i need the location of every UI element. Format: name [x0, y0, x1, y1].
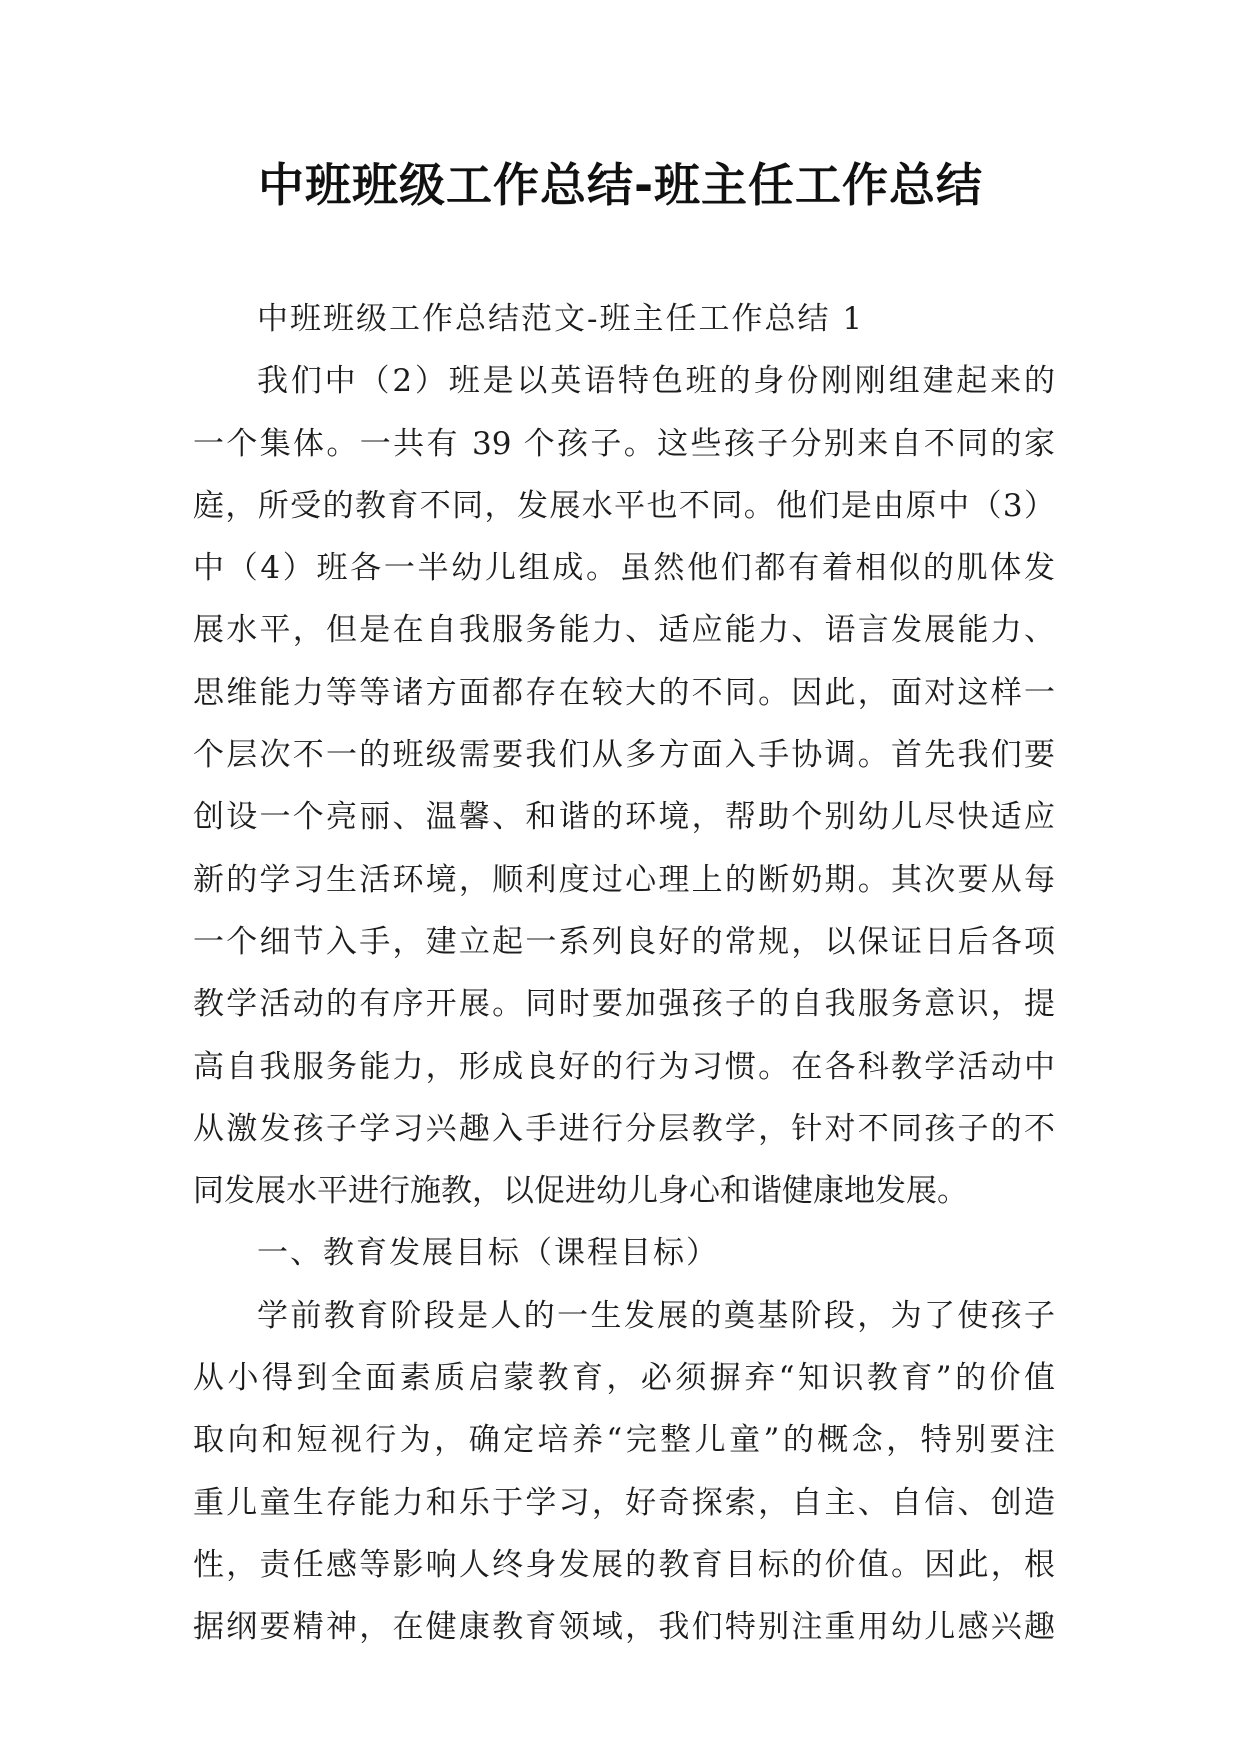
- paragraph-line: 学前教育阶段是人的一生发展的奠基阶段，为了使孩子: [257, 1297, 1055, 1334]
- paragraph-line: 我们中（2）班是以英语特色班的身份刚刚组建起来的: [257, 363, 1055, 400]
- paragraph-line: 性，责任感等影响人终身发展的教育目标的价值。因此，根: [193, 1546, 1055, 1583]
- paragraph-line: 同发展水平进行施教，以促进幼儿身心和谐健康地发展。: [193, 1173, 968, 1210]
- paragraph-line: 从小得到全面素质启蒙教育，必须摒弃“知识教育”的价值: [193, 1360, 1055, 1397]
- paragraph-line: 教学活动的有序开展。同时要加强孩子的自我服务意识，提: [193, 986, 1055, 1023]
- paragraph-line: 个层次不一的班级需要我们从多方面入手协调。首先我们要: [193, 737, 1055, 774]
- paragraph-line: 取向和短视行为，确定培养“完整儿童”的概念，特别要注: [193, 1422, 1055, 1459]
- document-body: [193, 288, 1055, 1659]
- paragraph-line: 创设一个亮丽、温馨、和谐的环境，帮助个别幼儿尽快适应: [193, 799, 1055, 836]
- paragraph-line: 一个细节入手，建立起一系列良好的常规，以保证日后各项: [193, 923, 1055, 960]
- paragraph-line: 展水平，但是在自我服务能力、适应能力、语言发展能力、: [193, 612, 1055, 649]
- paragraph-line: 据纲要精神，在健康教育领域，我们特别注重用幼儿感兴趣: [193, 1609, 1055, 1646]
- paragraph-line: 思维能力等等诸方面都存在较大的不同。因此，面对这样一: [193, 674, 1055, 711]
- paragraph-line: 庭，所受的教育不同，发展水平也不同。他们是由原中（3）: [193, 487, 1055, 524]
- paragraph-line: 一个集体。一共有 39 个孩子。这些孩子分别来自不同的家: [193, 425, 1055, 462]
- paragraph-line: 新的学习生活环境，顺利度过心理上的断奶期。其次要从每: [193, 861, 1055, 898]
- document-title: 中班班级工作总结-班主任工作总结: [257, 158, 984, 212]
- section-heading: 一、教育发展目标（课程目标）: [257, 1235, 719, 1272]
- subtitle-line: 中班班级工作总结范文-班主任工作总结 1: [257, 301, 865, 337]
- paragraph-line: 高自我服务能力，形成良好的行为习惯。在各科教学活动中: [193, 1048, 1055, 1085]
- paragraph-line: 重儿童生存能力和乐于学习，好奇探索，自主、自信、创造: [193, 1484, 1055, 1521]
- paragraph-line: 从激发孩子学习兴趣入手进行分层教学，针对不同孩子的不: [193, 1110, 1055, 1147]
- paragraph-line: 中（4）班各一半幼儿组成。虽然他们都有着相似的肌体发: [193, 550, 1055, 587]
